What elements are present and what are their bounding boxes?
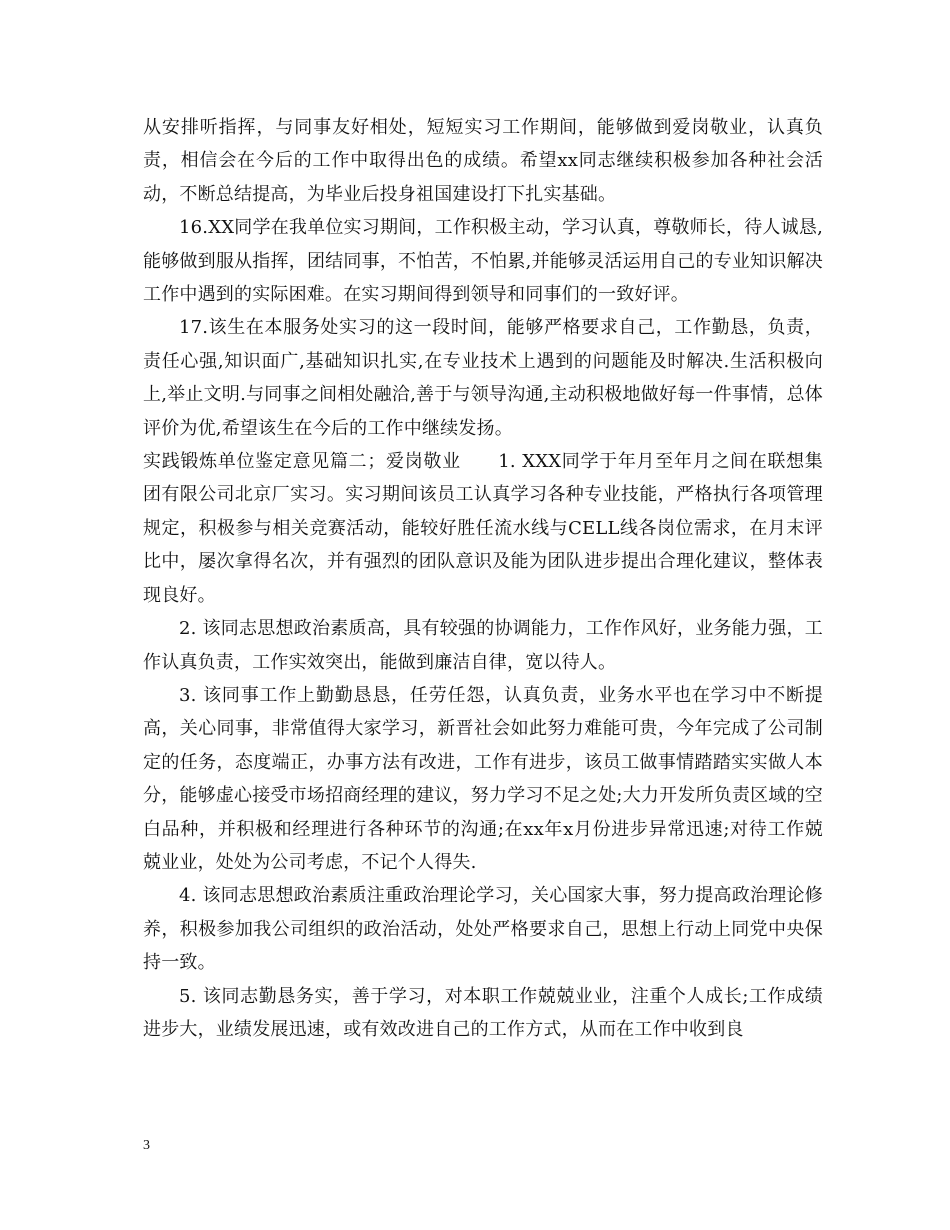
paragraph-section-two-item-1: 实践锻炼单位鉴定意见篇二；爱岗敬业 1. XXX同学于年月至年月之间在联想集团有限公司北京厂实习。实习期间该员工认真学习各种专业技能，严格执行各项管理规定，积极参与相关竞赛活动，能较好胜任流水线与CELL线各岗位需求，在月末评比中，屡次拿得名次，并有强烈的团队意识及能为团队进步提出合理化建议，整体表现良好。 [143, 451, 823, 606]
paragraph-continuation: 从安排听指挥，与同事友好相处，短短实习工作期间，能够做到爱岗敬业，认真负责，相信会在今后的工作中取得出色的成绩。希望xx同志继续积极参加各种社会活动，不断总结提高，为毕业后投身祖国建设打下扎实基础。 [143, 117, 823, 205]
paragraph-item-2: 2. 该同志思想政治素质高，具有较强的协调能力，工作作风好，业务能力强，工作认真负责，工作实效突出，能做到廉洁自律，宽以待人。 [143, 618, 823, 673]
paragraph-item-3: 3. 该同事工作上勤勤恳恳，任劳任怨，认真负责，业务水平也在学习中不断提高，关心同事，非常值得大家学习，新晋社会如此努力难能可贵，今年完成了公司制定的任务，态度端正，办事方法有改进，工作有进步，该员工做事情踏踏实实做人本分，能够虚心接受市场招商经理的建议，努力学习不足之处;大力开发所负责区域的空白品种，并积极和经理进行各种环节的沟通;在xx年x月份进步异常迅速;对待工作兢兢业业，处处为公司考虑，不记个人得失. [143, 684, 823, 873]
paragraph-item-5: 5. 该同志勤恳务实，善于学习，对本职工作兢兢业业，注重个人成长;工作成绩进步大，业绩发展迅速，或有效改进自己的工作方式，从而在工作中收到良 [143, 985, 823, 1040]
paragraph-item-4: 4. 该同志思想政治素质注重政治理论学习，关心国家大事，努力提高政治理论修养，积极参加我公司组织的政治活动，处处严格要求自己，思想上行动上同党中央保持一致。 [143, 885, 823, 974]
paragraph-item-16: 16.XX同学在我单位实习期间，工作积极主动，学习认真，尊敬师长，待人诚恳,能够做到服从指挥，团结同事，不怕苦，不怕累,并能够灵活运用自己的专业知识解决工作中遇到的实际困难。在实习期间得到领导和同事们的一致好评。 [143, 217, 823, 306]
page-number: 3 [143, 1138, 150, 1153]
paragraph-item-17: 17.该生在本服务处实习的这一段时间，能够严格要求自己，工作勤恳，负责，责任心强,知识面广,基础知识扎实,在专业技术上遇到的问题能及时解决.生活积极向上,举止文明.与同事之间相处融洽,善于与领导沟通,主动积极地做好每一件事情，总体评价为优,希望该生在今后的工作中继续发扬。 [143, 317, 823, 439]
document-body [143, 111, 823, 1046]
